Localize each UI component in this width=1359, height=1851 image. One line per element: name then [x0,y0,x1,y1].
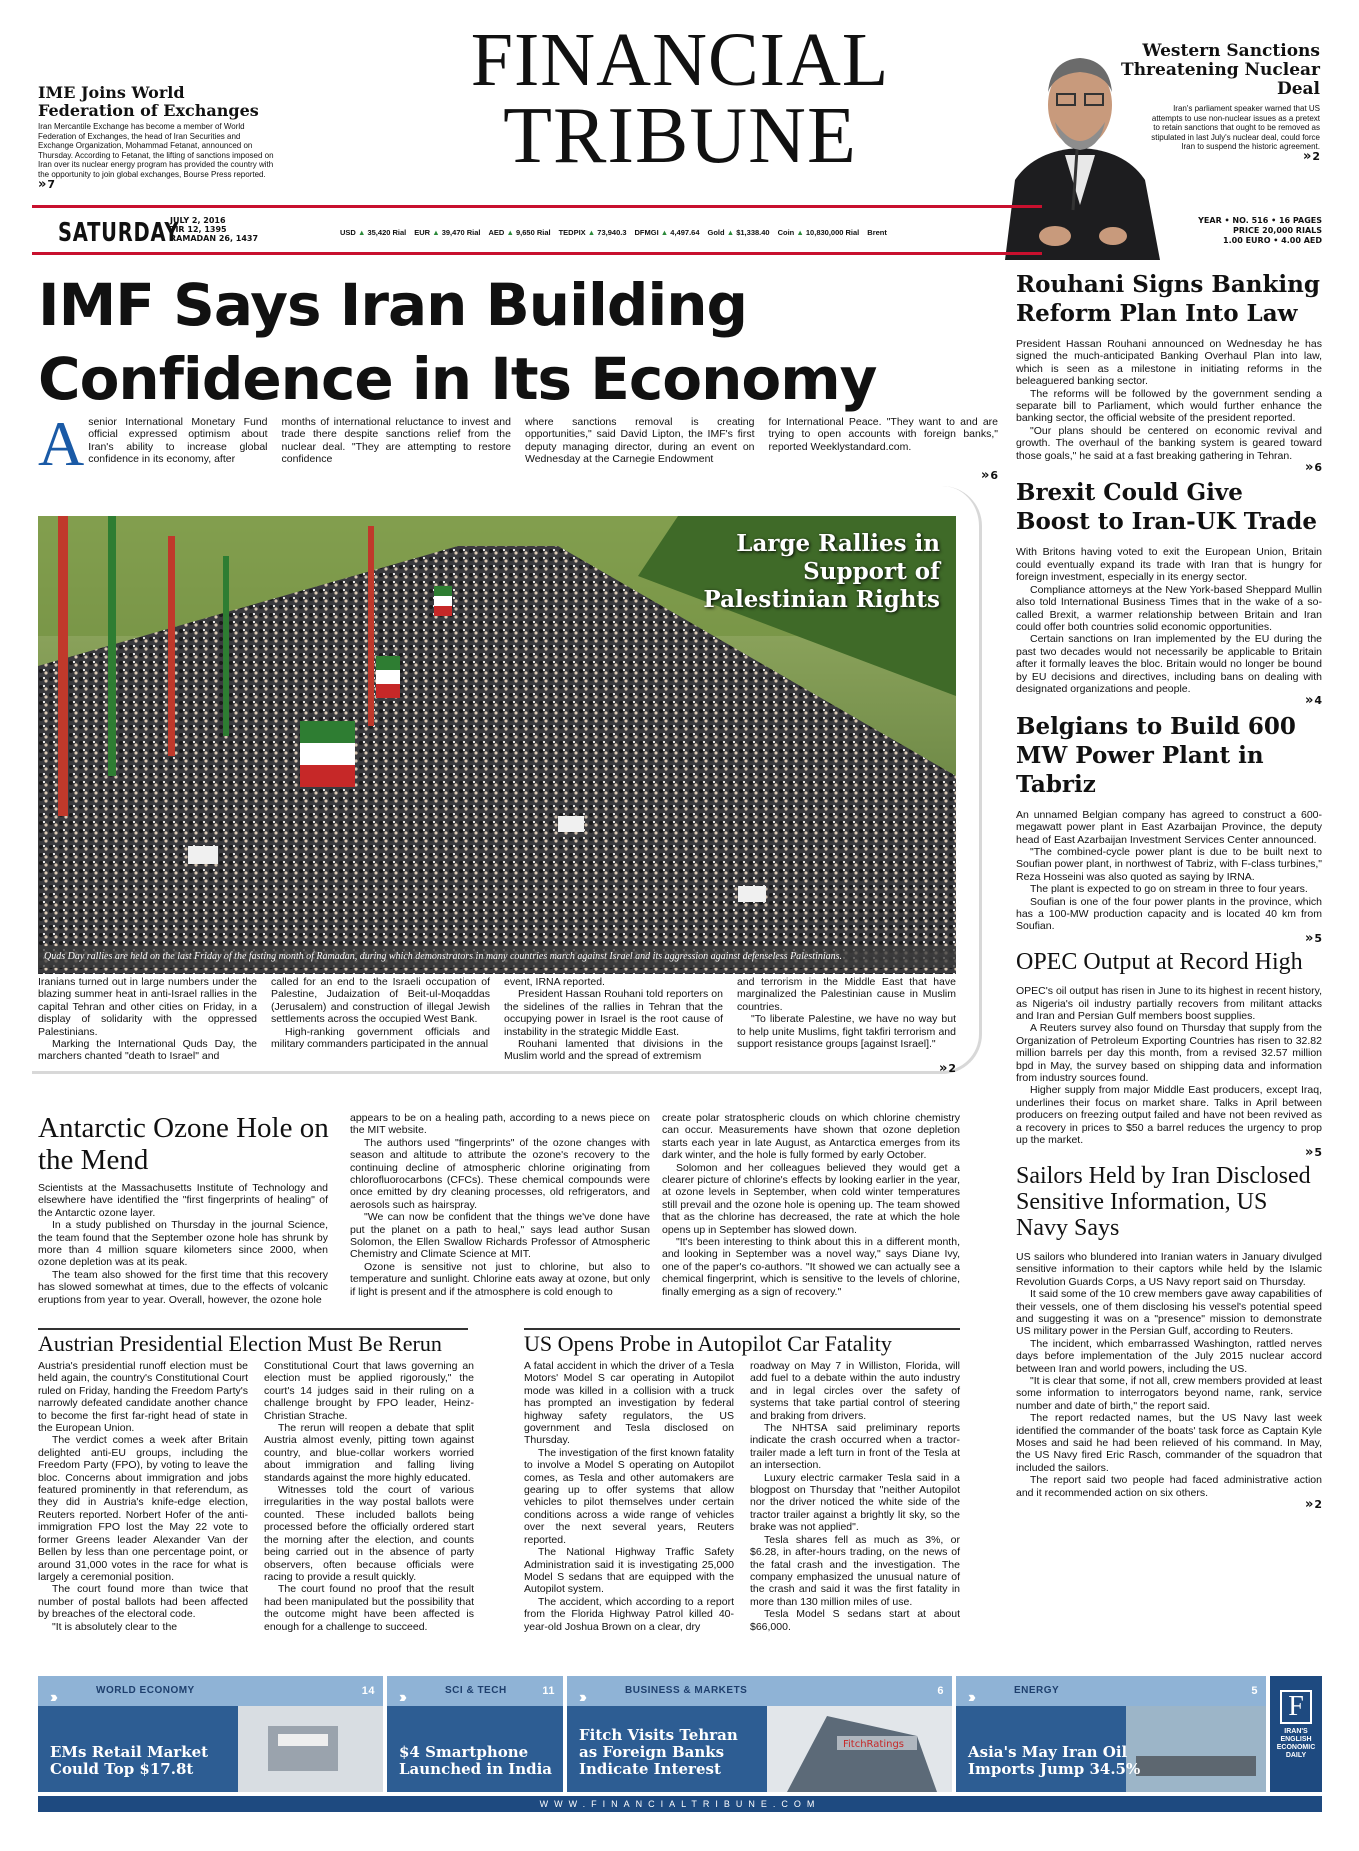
ticker-usd: USD ▲ 35,420 Rial [340,228,407,237]
ozone-col-1: Scientists at the Massachusetts Institute of Technology and elsewhere have identified the "first fingerprints of healing" of the Antarctic ozone layer. In a study published on Thursday in the journal Science, the team found that the September ozone hole has shrunk by more than 4 million square kilometers since 2000, when ozone depletion was at its peak. The team also showed for the first time that this recovery has slowed somewhat at times, due to the effects of volcanic eruptions from year to year. Overall, however, the ozone hole [38,1182,328,1306]
jump-banking[interactable]: » 6 [1304,460,1322,476]
footer-title-sci-tech: $4 Smartphone Launched in India [399,1743,553,1778]
story-brexit-title[interactable]: Brexit Could Give Boost to Iran-UK Trade [1016,479,1317,536]
tesla-col-2: roadway on May 7 in Williston, Florida, will add fuel to a debate within the auto industry and in legal circles over the safety of systems that take partial control of steering and braking from drivers. The NHTSA said preliminary reports indicate the crash occurred when a tractor-trailer made a left turn in front of the Tesla at an intersection. Luxury electric carmaker Tesla said in a blogpost on Thursday that "neither Autopilot nor the driver noticed the white side of the tractor trailer against a brightly lit sky, so the brake was not applied". Tesla shares fell as much as 3%, or $6.28, in after-hours trading, on the news of the fatal crash and the investigation. The company emphasized the unusual nature of the crash and said it was the first fatality in more than 130 million miles of use. Tesla Model S sedans start at about $66,000. [750,1360,960,1633]
austria-col-2: Constitutional Court that laws governing an election must be applied rigorously," the court's 14 judges said in their ruling on a challenge brought by FPO leader, Heinz-Christian Strache. The rerun will reopen a debate that split Austria almost evenly, pitting town against country, and blue-collar workers worried about immigration and falling living standards against the more highly educated. Witnesses told the court of various irregularities in the way postal ballots were counted. These included ballots being processed before the officially ordered start the morning after the election, and counts being carried out in the absence of party observers, often because officials were racing to provide a result quickly. The court found no proof that the result had been manipulated but the possibility that the outcome might have been affected is enough for a challenge to succeed. [264,1360,474,1633]
ozone-col-2: appears to be on a healing path, according to a news piece on the MIT website. The authors used "fingerprints" of the ozone changes with season and altitude to attribute the ozone's recovery to the continuing decline of atmospheric chlorine originating from chlorofluorocarbons (CFCs). These chemical compounds were once emitted by dry cleaning processes, old refrigerators, and aerosols such as hairspray. "We can now be confident that the things we've done have put the planet on a path to heal," says lead author Susan Solomon, the Ellen Swallow Richards Professor of Atmospheric Chemistry and Climate Science at MIT. Ozone is sensitive not just to chlorine, but also to temperature and sunlight. Chlorine eats away at ozone, but only if light is present and if the atmosphere is cold enough to [350,1112,650,1298]
logo-tribune: TRIBUNE [503,92,857,180]
ticker-coin: Coin ▲ 10,830,000 Rial [777,228,860,237]
austria-col-1: Austria's presidential runoff election must be held again, the country's Constitutional Court ruled on Friday, handing the Freedom Party's narrowly defeated candidate another chance to become the first far-right head of state in the European Union. The verdict comes a week after Britain delighted anti-EU groups, including the Freedom Party (FPO), by voting to leave the bloc. Concerns about immigration and jobs featured prominently in that referendum, as they did in Austria's knife-edge election, Reuters reported. Norbert Hofer of the anti-immigration FPO lost the May 22 vote to former Greens leader Alexander Van der Bellen by less than one percentage point, or around 31,000 votes in the race for what is largely a ceremonial position. The court found more than twice that number of postal ballots had been affected by breaches of the electoral code. "It is absolutely clear to the [38,1360,248,1633]
teaser-ime-title[interactable]: IME Joins World Federation of Exchanges [38,83,259,120]
chevron-right-icon: ››› [50,1689,54,1706]
main-headline[interactable]: IMF Says Iran Building Confidence in Its Economy [38,271,877,413]
ticker-brent: Brent [867,228,887,237]
jump-brexit[interactable]: » 4 [1304,693,1322,709]
teaser-ime-text: Iran Mercantile Exchange has become a member of World Federation of Exchanges, the head of Iran Securities and Exchange Organization, Mohammad Fetanat, announced on Thursday. According to Fetanat, the lifting of sanctions imposed on Iran over its nuclear energy program has provided the country with the opportunity to join global exchanges, Bourse Press reported. » 7 [38,122,274,192]
up-arrow-icon: ▲ [506,228,514,237]
rally-story-body: Iranians turned out in large numbers under the blazing summer heat in anti-Israel rallies in the capital Tehran and other cities on Friday, in a display of solidarity with the oppressed Palestinians. Marking the International Quds Day, the marchers chanted "death to Israel" and called for an end to the Israeli occupation of Palestine, Judaization of Beit-ul-Moqaddas (Jerusalem) and construction of illegal Jewish settlements across the occupied West Bank. High-ranking government officials and military commanders participated in the annual event, IRNA reported. President Hassan Rouhani told reporters on the sidelines of the rallies in Tehran that the occupying power in Israel is the root cause of instability in the strategic Middle East. Rouhani lamented that divisions in the Muslim world and the spread of extremism and terrorism in the Middle East that have marginalized the Palestinian cause in Muslim countries. "To liberate Palestine, we have no way but to help unite Muslims, fight takfiri terrorism and support resistance groups [against Israel]." » 2 [38,976,956,1076]
ozone-headline[interactable]: Antarctic Ozone Hole on the Mend [38,1112,329,1176]
story-brexit: Brexit Could Give Boost to Iran-UK Trade With Britons having voted to exit the European Union, Britain could eventually expand its trade with Iran that is hungry for foreign investment, especially in its energy sector. Compliance attorneys at the New York-based Sheppard Mullin also told International Business Times that in the wake of a so-called Brexit, a warmer relationship between Britain and Iran could offer both countries solid economic opportunities. Certain sanctions on Iran implemented by the EU during the past two decades would not necessarily be applicable to Britain after it formally leaves the bloc. Britain would no longer be bound by EU decisions and directives, including bans on dealing with designated organizations and people. » 4 [1016,479,1322,709]
website-url[interactable]: WWW.FINANCIALTRIBUNE.COM [38,1796,1322,1812]
up-arrow-icon: ▲ [587,228,596,237]
story-banking: Rouhani Signs Banking Reform Plan Into Law President Hassan Rouhani announced on Wednesday he has signed the much-anticipated Banking Overhaul Plan into law, which is seen as a milestone in initiating reforms in the beleaguered banking sector. The reforms will be followed by the government sending a separate bill to Parliament, which would further enhance the banking sector, the official website of the president reported. "Our plans should be centered on economic revival and growth. The overhaul of the banking system is geared toward those goals," he said at a fast breaking gathering in Tehran. » 6 [1016,271,1322,476]
masthead-rule-top [32,205,1042,208]
footer-title-business: Fitch Visits Tehran as Foreign Banks Indicate Interest [579,1726,738,1778]
jump-belgians[interactable]: » 5 [1304,930,1322,946]
ticker-aed: AED ▲ 9,650 Rial [488,228,551,237]
up-arrow-icon: ▲ [796,228,804,237]
jump-rally[interactable]: » 2 [938,1060,956,1076]
story-sailors-title[interactable]: Sailors Held by Iran Disclosed Sensitive Information, US Navy Says [1016,1162,1311,1241]
fitch-sign: FitchRatings [843,1739,905,1750]
section-footer [38,1676,1322,1792]
footer-section-sci-tech[interactable]: ››› SCI & TECH 11 $4 Smartphone Launched in India [387,1676,563,1792]
masthead-rule-bottom [32,252,1042,255]
story-opec-title[interactable]: OPEC Output at Record High [1016,949,1303,976]
footer-title-energy: Asia's May Iran Oil Imports Jump 34.5% [968,1743,1141,1778]
footer-logo: F IRAN'S ENGLISH ECONOMIC DAILY [1270,1676,1322,1792]
teaser-sanctions-title[interactable]: Western Sanctions Threatening Nuclear Deal [1121,41,1320,99]
dropcap: A [38,408,85,479]
story-opec: OPEC Output at Record High OPEC's oil output has risen in June to its highest in recent history, as Nigeria's oil industry partially recovers from militant attacks and Iran and Persian Gulf members boost supplies. A Reuters survey also found on Thursday that supply from the Organization of Petroleum Exporting Countries has risen to 32.82 million barrels per day this month, from a revised 32.57 million bpd in May, the survey based on shipping data and information from industry sources found. Higher supply from major Middle East producers, except Iraq, underlines their focus on market share. Talks in April between producers on freezing output failed and have not been revived as a recovery in prices to $50 a barrel reduces the urgency to prop up the market. » 5 [1016,949,1322,1160]
footer-section-business[interactable]: ››› BUSINESS & MARKETS 6 FitchRatings Fitch Visits Tehran as Foreign Banks Indicate Interest [567,1676,952,1792]
logo-f-icon: F [1280,1690,1312,1724]
story-belgians-title[interactable]: Belgians to Build 600 MW Power Plant in Tabriz [1016,712,1296,798]
footer-title-world-economy: EMs Retail Market Could Top $17.8t [50,1743,209,1778]
chevron-right-icon: ››› [579,1689,583,1706]
tesla-headline[interactable]: US Opens Probe in Autopilot Car Fatality [524,1328,960,1356]
up-arrow-icon: ▲ [726,228,735,237]
ticker-gold: Gold ▲ $1,338.40 [707,228,770,237]
jump-sailors[interactable]: » 2 [1304,1497,1322,1513]
chevron-right-icon: ››› [968,1689,972,1706]
story-sailors: Sailors Held by Iran Disclosed Sensitive Information, US Navy Says US sailors who blundered into Iranian waters in January divulged sensitive information to their captors while held by the Islamic Revolution Guards Corps, a US Navy report said on Thursday. It said some of the 10 crew members gave away capabilities of their vessels, one of them disclosing his vessel's potential speed and suggesting it was on a "presence" mission to demonstrate US military power in the Persian Gulf, according to Reuters. The incident, which embarrassed Washington, rattled nerves days before implementation of the July 2015 nuclear accord between Iran and world powers, including the US. "It is clear that some, if not all, crew members provided at least some information to interrogators beyond name, rank, service number and date of birth," the report said. The report redacted names, but the US Navy last week identified the commander of the boats' task force as Captain Kyle Moses and said he had been relieved of his command. In May, the US Navy fired Eric Rasch, commander of the squadron that included the sailors. The report said two people had faced administrative action and it recommended action on six others. » 2 [1016,1162,1322,1513]
ozone-col-3: create polar stratospheric clouds on which chlorine chemistry can occur. Measurements have shown that ozone depletion starts each year in late August, as Antarctica emerges from its dark winter, and the hole is fully formed by early October. Solomon and her colleagues believed they would get a clearer picture of chlorine's effects by looking earlier in the year, at ozone levels in September, when cold winter temperatures still prevail and the ozone hole is opening up. The team showed that as the chlorine has decreased, the rate at which the hole opens up in September has slowed down. "It's been interesting to think about this in a different month, and looking in September was a novel way," says Diane Ivy, one of the paper's co-authors. "It showed we can actually see a chemical fingerprint, which is sensitive to the levels of chlorine, finally emerging as a sign of recovery." [662,1112,960,1298]
issue-info: YEAR • NO. 516 • 16 PAGES PRICE 20,000 RIALS 1.00 EURO • 4.00 AED [1198,216,1322,245]
story-belgians: Belgians to Build 600 MW Power Plant in Tabriz An unnamed Belgian company has agreed to construct a 600-megawatt power plant in East Azarbaijan Province, the deputy head of East Azarbaijan Investment Services Center announced. "The combined-cycle power plant is due to be built next to Soufian power plant, in northwest of Tabriz, with F-class turbines," Reza Hosseini was also quoted as saying by IRNA. The plant is expected to go on stream in three to four years. Soufian is one of the four power plants in the province, which has a 100-MW production capacity and is located 40 km from Soufian. » 5 [1016,712,1322,946]
day-label: SATURDAY [58,218,180,248]
up-arrow-icon: ▲ [357,228,366,237]
up-arrow-icon: ▲ [660,228,669,237]
logo-financial: FINANCIAL [470,18,890,102]
date-block: JULY 2, 2016 TIR 12, 1395 RAMADAN 26, 1437 [170,216,259,243]
ticker-tedpix: TEDPIX ▲ 73,940.3 [558,228,627,237]
jump-sanctions[interactable]: » 2 [1302,148,1320,164]
austria-headline[interactable]: Austrian Presidential Election Must Be Rerun [38,1328,468,1356]
story-banking-title[interactable]: Rouhani Signs Banking Reform Plan Into Law [1016,271,1320,327]
right-column [1016,270,1322,1511]
tesla-col-1: A fatal accident in which the driver of a Tesla Motors' Model S car operating in Autopilot mode was killed in a collision with a truck has prompted an investigation by federal highway safety regulators, the US government and Tesla disclosed on Thursday. The investigation of the first known fatality to involve a Model S operating on Autopilot comes, as Tesla and other automakers are gearing up to offer systems that allow vehicles to pilot themselves under certain conditions across a wide range of vehicles over the next several years, Reuters reported. The National Highway Traffic Safety Administration said it is investigating 25,000 Model S sedans that are equipped with the Autopilot system. The accident, which according to a report from the Florida Highway Patrol killed 40-year-old Joshua Brown on a clear, dry [524,1360,734,1633]
market-ticker [340,228,1000,237]
photo-caption: Quds Day rallies are held on the last Friday of the fasting month of Ramadan, during which demonstrators in many countries march against Israel and its aggression against defenseless Palestinians. [38,946,956,968]
rally-headline[interactable]: Large Rallies in Support of Palestinian Rights [703,530,940,613]
jump-opec[interactable]: » 5 [1304,1144,1322,1160]
ticker-eur: EUR ▲ 39,470 Rial [414,228,481,237]
jump-ime[interactable]: » 7 [38,176,56,192]
main-story-lead: Asenior International Monetary Fund official expressed optimism about Iran's ability to increase global confidence in its economy, after months of international reluctance to invest and trade there despite sanctions relief from the nuclear deal. "They are attempting to restore confidence where sanctions removal is creating opportunities," said David Lipton, the IMF's first deputy managing director, during an event on Wednesday at the Carnegie Endowment for International Peace. "They want to and are trying to open accounts with foreign banks," reported Weeklystandard.com. » 6 [38,408,998,483]
up-arrow-icon: ▲ [432,228,440,237]
shop-photo [238,1706,383,1792]
footer-section-world-economy[interactable]: ››› WORLD ECONOMY 14 EMs Retail Market Could Top $17.8t [38,1676,383,1792]
teaser-sanctions-text: Iran's parliament speaker warned that US attempts to use non-nuclear issues as a pretext to retain sanctions that ought to be removed as stipulated in last July's nuclear deal, could force Iran to suspend the historic agreement. » 2 [1151,104,1320,164]
jump-main[interactable]: » 6 [980,468,998,483]
ticker-dfmgi: DFMGI ▲ 4,497.64 [634,228,700,237]
chevron-right-icon: ››› [399,1689,403,1706]
fitch-building-photo [767,1706,952,1792]
footer-section-energy[interactable]: ››› ENERGY 5 Asia's May Iran Oil Imports Jump 34.5% [956,1676,1266,1792]
